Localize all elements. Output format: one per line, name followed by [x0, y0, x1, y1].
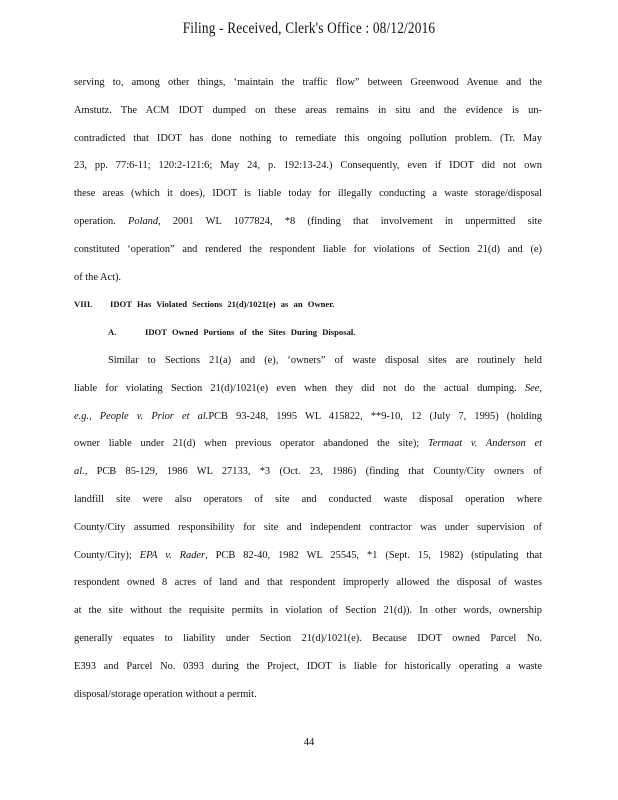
subheading-text: IDOT Owned Portions of the Sites During Disposal. — [145, 327, 356, 338]
paragraph-line: these areas (which it does), IDOT is liable today for illegally conducting a waste storage/disposal — [74, 188, 542, 200]
case-citation: Termaat v. Anderson et — [427, 438, 542, 450]
heading-text: as an Owner. — [280, 299, 335, 310]
text: , PCB 85-129, 1986 WL 27133, *3 (Oct. 23, 1986) (finding that County/City owners of — [84, 466, 542, 478]
paragraph-line: disposal/storage operation without a permit. — [74, 688, 257, 700]
paragraph-line: County/City assumed responsibility for site and independent contractor was under supervision of — [74, 521, 542, 533]
heading-text: IDOT Has Violated Sections — [110, 299, 223, 310]
paragraph-line — [74, 403, 542, 431]
text: County/City); — [74, 549, 132, 561]
filing-header: Filing - Received, Clerk's Office : 08/12/2016 — [182, 20, 436, 37]
paragraph-line — [74, 430, 542, 458]
paragraph-line: generally equates to liability under Section 21(d)/1021(e). Because IDOT owned Parcel No. — [74, 632, 542, 644]
document-body — [74, 69, 542, 708]
paragraph-line: serving to, among other things, ‘maintain the traffic flow” between Greenwood Avenue and the — [74, 77, 542, 88]
paragraph-line: respondent owned 8 acres of land and that respondent improperly allowed the disposal of wastes — [74, 577, 542, 589]
paragraph-line — [74, 458, 542, 486]
case-citation: See, — [524, 382, 542, 394]
paragraph-line: E393 and Parcel No. 0393 during the Project, IDOT is liable for historically operating a waste — [74, 660, 542, 672]
case-citation: al. — [74, 466, 85, 478]
paragraph-line — [74, 375, 542, 403]
section-number: VIII. — [74, 299, 93, 310]
paragraph-line — [74, 542, 542, 570]
text: PCB 93-248, 1995 WL 415822, **9-10, 12 (July 7, 1995) (holding — [208, 410, 543, 422]
paragraph-line: landfill site were also operators of site and conducted waste disposal operation where — [74, 493, 542, 505]
heading-section-ref: 21(d)/1021(e) — [227, 299, 276, 310]
subsection-heading — [74, 319, 542, 347]
case-citation: e.g., People v. Prior et al. — [74, 410, 209, 422]
case-citation: EPA v. Rader — [139, 549, 206, 561]
paragraph-line: at the site without the requisite permits in violation of Section 21(d)). In other words, ownership — [74, 605, 542, 617]
paragraph-line — [74, 208, 542, 236]
section-heading — [74, 291, 542, 319]
paragraph-line: constituted ‘operation” and rendered the respondent liable for violations of Section 21(d) and (e) — [74, 243, 542, 255]
paragraph-line: Amstutz. The ACM IDOT dumped on these areas remains in situ and the evidence is un- — [74, 104, 542, 116]
text: liable for violating Section 21(d)/1021(e) even when they did not do the actual dumping. — [74, 382, 517, 394]
subsection-letter: A. — [108, 327, 117, 338]
text: , 2001 WL 1077824, *8 (finding that involvement in unpermitted site — [158, 215, 542, 227]
paragraph-line: of the Act). — [74, 271, 122, 283]
case-citation: Poland — [128, 215, 159, 227]
paragraph-line: contradicted that IDOT has done nothing to remediate this ongoing pollution problem. (Tr. May — [74, 132, 542, 144]
text: operation. — [74, 215, 116, 227]
text: owner liable under 21(d) when previous operator abandoned the site); — [74, 438, 420, 450]
paragraph-line: Similar to Sections 21(a) and (e), ‘owners” of waste disposal sites are routinely held — [108, 354, 542, 366]
paragraph-line: 23, pp. 77:6-11; 120:2-121:6; May 24, p. 192:13-24.) Consequently, even if IDOT did not own — [74, 160, 542, 172]
page-number: 44 — [303, 737, 315, 748]
text: , PCB 82-40, 1982 WL 25545, *1 (Sept. 15, 1982) (stipulating that — [205, 549, 542, 561]
